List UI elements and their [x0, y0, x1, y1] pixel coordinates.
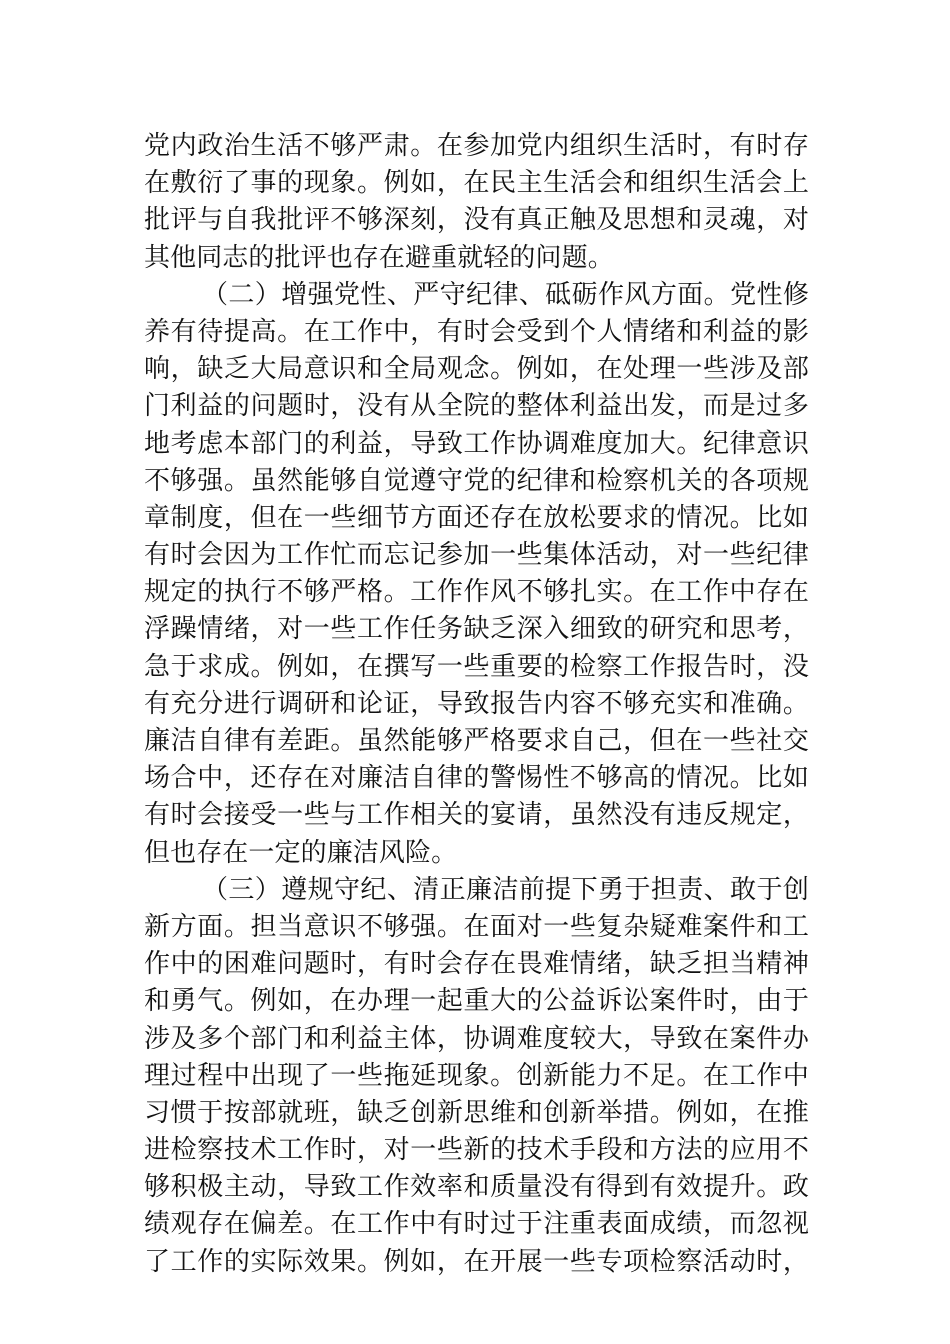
text-line: 批评与自我批评不够深刻，没有真正触及思想和灵魂，对 [144, 205, 809, 236]
document-body [144, 128, 809, 1281]
section-two-heading-line: （二）增强党性、严守纪律、砥砺作风方面。党性修 [202, 279, 809, 310]
text-line: 在敷衍了事的现象。例如，在民主生活会和组织生活会上 [144, 168, 809, 199]
text-line: 但也存在一定的廉洁风险。 [144, 837, 458, 868]
text-line: 绩观存在偏差。在工作中有时过于注重表面成绩，而忽视 [144, 1209, 809, 1240]
text-line: 浮躁情绪，对一些工作任务缺乏深入细致的研究和思考， [144, 614, 809, 645]
text-line: 急于求成。例如，在撰写一些重要的检察工作报告时，没 [144, 651, 809, 682]
text-line: 习惯于按部就班，缺乏创新思维和创新举措。例如，在推 [144, 1097, 809, 1128]
text-line: 作中的困难问题时，有时会存在畏难情绪，缺乏担当精神 [144, 949, 809, 980]
text-line: 和勇气。例如，在办理一起重大的公益诉讼案件时，由于 [144, 986, 809, 1017]
text-line: 有时会接受一些与工作相关的宴请，虽然没有违反规定， [144, 800, 809, 831]
text-line: 响，缺乏大局意识和全局观念。例如，在处理一些涉及部 [144, 354, 809, 385]
text-line: 有充分进行调研和论证，导致报告内容不够充实和准确。 [144, 688, 809, 719]
text-line: 规定的执行不够严格。工作作风不够扎实。在工作中存在 [144, 577, 809, 608]
text-line: 门利益的问题时，没有从全院的整体利益出发，而是过多 [144, 391, 809, 422]
text-line: 够积极主动，导致工作效率和质量没有得到有效提升。政 [144, 1172, 809, 1203]
text-line: 场合中，还存在对廉洁自律的警惕性不够高的情况。比如 [144, 763, 809, 794]
text-line: 有时会因为工作忙而忘记参加一些集体活动，对一些纪律 [144, 540, 809, 571]
text-line: 涉及多个部门和利益主体，协调难度较大，导致在案件办 [144, 1023, 809, 1054]
text-line: 地考虑本部门的利益，导致工作协调难度加大。纪律意识 [144, 428, 809, 459]
text-line: 进检察技术工作时，对一些新的技术手段和方法的应用不 [144, 1135, 809, 1166]
text-line: 党内政治生活不够严肃。在参加党内组织生活时，有时存 [144, 131, 809, 161]
text-line: 了工作的实际效果。例如，在开展一些专项检察活动时， [144, 1246, 809, 1277]
text-line: 章制度，但在一些细节方面还存在放松要求的情况。比如 [144, 502, 809, 533]
text-line: 廉洁自律有差距。虽然能够严格要求自己，但在一些社交 [144, 726, 809, 756]
text-line: 不够强。虽然能够自觉遵守党的纪律和检察机关的各项规 [144, 465, 809, 496]
text-line: 理过程中出现了一些拖延现象。创新能力不足。在工作中 [144, 1060, 809, 1091]
text-line: 养有待提高。在工作中，有时会受到个人情绪和利益的影 [144, 316, 809, 347]
text-line: 新方面。担当意识不够强。在面对一些复杂疑难案件和工 [144, 911, 809, 942]
section-three-heading-line: （三）遵规守纪、清正廉洁前提下勇于担责、敢于创 [202, 874, 809, 905]
text-line: 其他同志的批评也存在避重就轻的问题。 [144, 242, 614, 273]
